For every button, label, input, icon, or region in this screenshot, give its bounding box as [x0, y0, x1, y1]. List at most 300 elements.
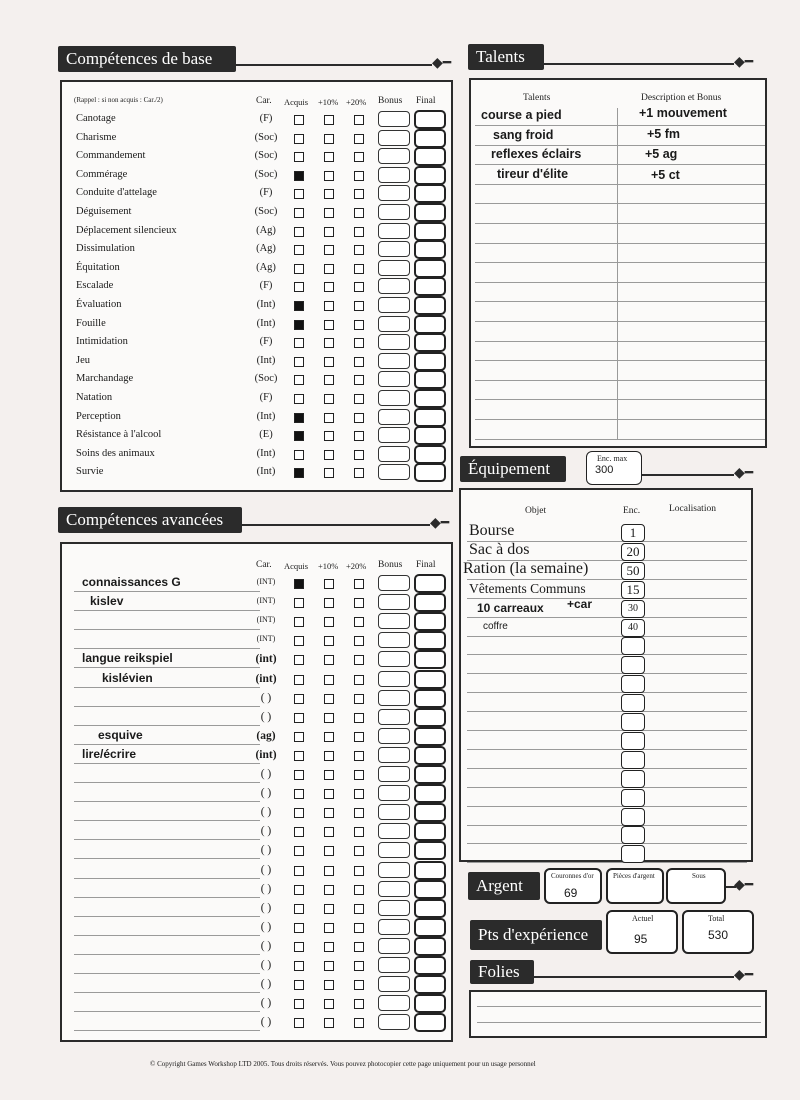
plus10-checkbox[interactable]	[324, 468, 334, 478]
skill-characteristic[interactable]: ( )	[260, 901, 272, 914]
enc-field[interactable]	[621, 675, 645, 693]
plus20-checkbox[interactable]	[354, 171, 364, 181]
final-field[interactable]	[414, 315, 446, 334]
final-field[interactable]	[414, 822, 446, 841]
final-field[interactable]	[414, 689, 446, 708]
advanced-skill-name[interactable]: lire/écrire	[82, 746, 137, 761]
skill-characteristic[interactable]: ( )	[260, 959, 272, 971]
plus10-checkbox[interactable]	[324, 636, 334, 646]
bonus-field[interactable]	[378, 148, 410, 164]
enc-field[interactable]: 30	[621, 600, 645, 618]
plus20-checkbox[interactable]	[354, 827, 364, 837]
equipment-item-name[interactable]: Vêtements Communs	[469, 580, 586, 596]
acquis-checkbox[interactable]	[294, 320, 304, 330]
plus10-checkbox[interactable]	[324, 732, 334, 742]
plus10-checkbox[interactable]	[324, 808, 334, 818]
acquis-checkbox[interactable]	[294, 394, 304, 404]
acquis-checkbox[interactable]	[294, 732, 304, 742]
xp-total-box[interactable]	[682, 910, 754, 954]
bonus-field[interactable]	[378, 241, 410, 257]
plus20-checkbox[interactable]	[354, 227, 364, 237]
plus20-checkbox[interactable]	[354, 208, 364, 218]
acquis-checkbox[interactable]	[294, 675, 304, 685]
plus20-checkbox[interactable]	[354, 394, 364, 404]
bonus-field[interactable]	[378, 446, 410, 462]
acquis-checkbox[interactable]	[294, 866, 304, 876]
skill-characteristic[interactable]: ( )	[260, 997, 272, 1010]
plus20-checkbox[interactable]	[354, 808, 364, 818]
acquis-checkbox[interactable]	[294, 904, 304, 914]
plus10-checkbox[interactable]	[324, 171, 334, 181]
enc-field[interactable]	[621, 826, 645, 844]
bonus-field[interactable]	[378, 728, 410, 744]
final-field[interactable]	[414, 803, 446, 822]
acquis-checkbox[interactable]	[294, 413, 304, 423]
plus10-checkbox[interactable]	[324, 189, 334, 199]
bonus-field[interactable]	[378, 842, 410, 858]
enc-field[interactable]	[621, 845, 645, 863]
plus10-checkbox[interactable]	[324, 579, 334, 589]
bonus-field[interactable]	[378, 390, 410, 406]
equipment-item-name[interactable]: Sac à dos	[469, 540, 530, 558]
bonus-field[interactable]	[378, 260, 410, 276]
final-field[interactable]	[414, 670, 446, 689]
skill-characteristic[interactable]: ( )	[260, 691, 272, 704]
plus20-checkbox[interactable]	[354, 980, 364, 990]
skill-characteristic[interactable]: ( )	[260, 978, 272, 991]
acquis-checkbox[interactable]	[294, 770, 304, 780]
talent-description[interactable]: +5 fm	[647, 126, 681, 141]
acquis-checkbox[interactable]	[294, 579, 304, 589]
acquis-checkbox[interactable]	[294, 301, 304, 311]
plus20-checkbox[interactable]	[354, 789, 364, 799]
enc-field[interactable]	[621, 732, 645, 750]
acquis-checkbox[interactable]	[294, 282, 304, 292]
final-field[interactable]	[414, 129, 446, 148]
acquis-checkbox[interactable]	[294, 338, 304, 348]
bonus-field[interactable]	[378, 671, 410, 687]
acquis-checkbox[interactable]	[294, 152, 304, 162]
equipment-item-extra[interactable]: +car	[567, 596, 593, 611]
talent-name[interactable]: sang froid	[493, 127, 554, 142]
plus10-checkbox[interactable]	[324, 617, 334, 627]
final-field[interactable]	[414, 650, 446, 669]
equip-col-loc: Localisation	[669, 504, 716, 514]
talent-name[interactable]: course a pied	[481, 108, 562, 122]
plus20-checkbox[interactable]	[354, 770, 364, 780]
enc-field[interactable]: 15	[621, 581, 645, 599]
plus10-checkbox[interactable]	[324, 264, 334, 274]
skill-characteristic[interactable]: (int)	[255, 748, 277, 761]
skill-characteristic[interactable]: (INT)	[256, 596, 276, 606]
skill-characteristic[interactable]: ( )	[260, 710, 272, 723]
skill-characteristic[interactable]: (int)	[255, 653, 277, 666]
plus20-checkbox[interactable]	[354, 134, 364, 144]
final-field[interactable]	[414, 784, 446, 803]
bonus-field[interactable]	[378, 316, 410, 332]
plus10-checkbox[interactable]	[324, 375, 334, 385]
plus20-checkbox[interactable]	[354, 675, 364, 685]
enc-max-box[interactable]	[586, 451, 642, 485]
plus20-checkbox[interactable]	[354, 923, 364, 933]
equipment-item-name[interactable]: coffre	[483, 620, 508, 632]
plus10-checkbox[interactable]	[324, 208, 334, 218]
acquis-checkbox[interactable]	[294, 245, 304, 255]
enc-field[interactable]: 1	[621, 524, 645, 542]
plus10-checkbox[interactable]	[324, 655, 334, 665]
plus10-checkbox[interactable]	[324, 942, 334, 952]
enc-field[interactable]	[621, 808, 645, 826]
bonus-field[interactable]	[378, 278, 410, 294]
bonus-field[interactable]	[378, 766, 410, 782]
enc-field[interactable]	[621, 713, 645, 731]
bonus-field[interactable]	[378, 575, 410, 591]
silver-box[interactable]	[606, 868, 664, 904]
acquis-checkbox[interactable]	[294, 115, 304, 125]
table-row	[62, 333, 451, 352]
final-field[interactable]	[414, 240, 446, 259]
bonus-field[interactable]	[378, 613, 410, 629]
skill-characteristic[interactable]: ( )	[260, 825, 272, 838]
skill-characteristic[interactable]: ( )	[260, 1016, 272, 1029]
plus10-checkbox[interactable]	[324, 320, 334, 330]
advanced-skill-name[interactable]: esquive	[98, 727, 143, 742]
final-field[interactable]	[414, 1013, 446, 1032]
bonus-field[interactable]	[378, 632, 410, 648]
madness-panel[interactable]	[469, 990, 767, 1038]
final-field[interactable]	[414, 203, 446, 222]
acquis-checkbox[interactable]	[294, 171, 304, 181]
final-field[interactable]	[414, 166, 446, 185]
acquis-checkbox[interactable]	[294, 923, 304, 933]
equipment-item-name[interactable]: Ration (la semaine)	[463, 559, 589, 577]
plus20-checkbox[interactable]	[354, 751, 364, 761]
plus20-checkbox[interactable]	[354, 245, 364, 255]
acquis-checkbox[interactable]	[294, 134, 304, 144]
plus20-checkbox[interactable]	[354, 152, 364, 162]
bonus-field[interactable]	[378, 353, 410, 369]
bonus-field[interactable]	[378, 223, 410, 239]
plus10-checkbox[interactable]	[324, 751, 334, 761]
talent-description[interactable]: +1 mouvement	[639, 106, 727, 120]
bonus-field[interactable]	[378, 204, 410, 220]
final-field[interactable]	[414, 222, 446, 241]
bonus-field[interactable]	[378, 862, 410, 878]
acquis-checkbox[interactable]	[294, 846, 304, 856]
plus20-checkbox[interactable]	[354, 282, 364, 292]
bonus-field[interactable]	[378, 371, 410, 387]
acquis-checkbox[interactable]	[294, 999, 304, 1009]
table-row	[62, 240, 451, 259]
plus20-checkbox[interactable]	[354, 1018, 364, 1028]
equip-col-objet: Objet	[525, 506, 547, 516]
final-field[interactable]	[414, 426, 446, 445]
final-field[interactable]	[414, 631, 446, 650]
bonus-field[interactable]	[378, 957, 410, 973]
bonus-field[interactable]	[378, 334, 410, 350]
bonus-field[interactable]	[378, 938, 410, 954]
acquis-checkbox[interactable]	[294, 189, 304, 199]
skill-characteristic[interactable]: ( )	[260, 768, 272, 780]
plus20-checkbox[interactable]	[354, 904, 364, 914]
skill-characteristic[interactable]: (INT)	[256, 615, 276, 625]
final-field[interactable]	[414, 918, 446, 937]
skill-characteristic[interactable]: ( )	[260, 939, 272, 952]
bonus-field[interactable]	[378, 823, 410, 839]
final-field[interactable]	[414, 389, 446, 408]
plus20-checkbox[interactable]	[354, 617, 364, 627]
plus10-checkbox[interactable]	[324, 282, 334, 292]
plus10-checkbox[interactable]	[324, 713, 334, 723]
acquis-checkbox[interactable]	[294, 227, 304, 237]
acquis-checkbox[interactable]	[294, 357, 304, 367]
advanced-skill-name[interactable]: kislévien	[102, 670, 153, 685]
sous-box[interactable]	[666, 868, 726, 904]
plus20-checkbox[interactable]	[354, 413, 364, 423]
final-field[interactable]	[414, 296, 446, 315]
plus20-checkbox[interactable]	[354, 694, 364, 704]
plus10-checkbox[interactable]	[324, 694, 334, 704]
row-line	[74, 763, 260, 764]
plus20-checkbox[interactable]	[354, 338, 364, 348]
skill-characteristic[interactable]: ( )	[260, 844, 272, 857]
final-field[interactable]	[414, 352, 446, 371]
final-field[interactable]	[414, 110, 446, 129]
acquis-checkbox[interactable]	[294, 789, 304, 799]
plus20-checkbox[interactable]	[354, 942, 364, 952]
final-field[interactable]	[414, 861, 446, 880]
bonus-field[interactable]	[378, 785, 410, 801]
bonus-field[interactable]	[378, 409, 410, 425]
plus20-checkbox[interactable]	[354, 431, 364, 441]
acquis-checkbox[interactable]	[294, 961, 304, 971]
acquis-checkbox[interactable]	[294, 375, 304, 385]
bonus-field[interactable]	[378, 464, 410, 480]
bonus-field[interactable]	[378, 594, 410, 610]
plus10-checkbox[interactable]	[324, 999, 334, 1009]
skill-characteristic[interactable]: ( )	[260, 863, 272, 876]
plus10-checkbox[interactable]	[324, 846, 334, 856]
plus10-checkbox[interactable]	[324, 675, 334, 685]
skill-characteristic[interactable]: (INT)	[256, 577, 276, 586]
plus10-checkbox[interactable]	[324, 394, 334, 404]
final-field[interactable]	[414, 975, 446, 994]
plus20-checkbox[interactable]	[354, 885, 364, 895]
plus20-checkbox[interactable]	[354, 655, 364, 665]
final-field[interactable]	[414, 463, 446, 482]
enc-field[interactable]: 50	[621, 562, 645, 580]
bonus-field[interactable]	[378, 976, 410, 992]
bonus-field[interactable]	[378, 185, 410, 201]
acquis-checkbox[interactable]	[294, 468, 304, 478]
final-field[interactable]	[414, 147, 446, 166]
enc-field[interactable]	[621, 656, 645, 674]
plus10-checkbox[interactable]	[324, 413, 334, 423]
acquis-checkbox[interactable]	[294, 636, 304, 646]
acquis-checkbox[interactable]	[294, 694, 304, 704]
acquis-checkbox[interactable]	[294, 431, 304, 441]
plus10-checkbox[interactable]	[324, 961, 334, 971]
bonus-field[interactable]	[378, 111, 410, 127]
bonus-field[interactable]	[378, 804, 410, 820]
final-field[interactable]	[414, 880, 446, 899]
acquis-checkbox[interactable]	[294, 617, 304, 627]
equipment-item-name[interactable]: 10 carreaux	[477, 600, 544, 615]
table-row	[62, 803, 451, 822]
talent-name[interactable]: tireur d'élite	[497, 166, 569, 181]
final-field[interactable]	[414, 765, 446, 784]
plus10-checkbox[interactable]	[324, 338, 334, 348]
skill-characteristic[interactable]: ( )	[260, 920, 272, 933]
final-field[interactable]	[414, 333, 446, 352]
plus20-checkbox[interactable]	[354, 301, 364, 311]
final-field[interactable]	[414, 612, 446, 631]
enc-field[interactable]	[621, 789, 645, 807]
final-field[interactable]	[414, 937, 446, 956]
final-field[interactable]	[414, 445, 446, 464]
skill-characteristic: (Soc)	[254, 168, 278, 180]
skill-characteristic[interactable]: ( )	[260, 787, 272, 800]
plus10-checkbox[interactable]	[324, 431, 334, 441]
plus10-checkbox[interactable]	[324, 789, 334, 799]
bonus-field[interactable]	[378, 747, 410, 763]
plus20-checkbox[interactable]	[354, 189, 364, 199]
plus10-checkbox[interactable]	[324, 227, 334, 237]
acquis-checkbox[interactable]	[294, 264, 304, 274]
enc-field[interactable]	[621, 751, 645, 769]
acquis-checkbox[interactable]	[294, 885, 304, 895]
final-field[interactable]	[414, 994, 446, 1013]
acquis-checkbox[interactable]	[294, 598, 304, 608]
skill-characteristic[interactable]: (ag)	[256, 729, 276, 742]
plus10-checkbox[interactable]	[324, 301, 334, 311]
talent-description[interactable]: +5 ag	[645, 147, 678, 162]
enc-field[interactable]: 40	[621, 619, 645, 637]
plus20-checkbox[interactable]	[354, 846, 364, 856]
final-field[interactable]	[414, 899, 446, 918]
plus20-checkbox[interactable]	[354, 264, 364, 274]
plus20-checkbox[interactable]	[354, 866, 364, 876]
final-field[interactable]	[414, 277, 446, 296]
skill-characteristic[interactable]: (int)	[255, 672, 277, 685]
bonus-field[interactable]	[378, 919, 410, 935]
enc-field[interactable]: 20	[621, 543, 645, 561]
acquis-checkbox[interactable]	[294, 942, 304, 952]
plus20-checkbox[interactable]	[354, 732, 364, 742]
plus20-checkbox[interactable]	[354, 375, 364, 385]
acquis-checkbox[interactable]	[294, 208, 304, 218]
plus20-checkbox[interactable]	[354, 999, 364, 1009]
bonus-field[interactable]	[378, 881, 410, 897]
enc-field[interactable]	[621, 637, 645, 655]
plus10-checkbox[interactable]	[324, 827, 334, 837]
advanced-skill-name[interactable]: kislev	[90, 594, 124, 609]
equipment-item-name[interactable]: Bourse	[469, 522, 515, 539]
enc-field[interactable]	[621, 770, 645, 788]
acquis-checkbox[interactable]	[294, 1018, 304, 1028]
plus20-checkbox[interactable]	[354, 961, 364, 971]
plus10-checkbox[interactable]	[324, 245, 334, 255]
skill-characteristic[interactable]: ( )	[260, 882, 272, 895]
table-row	[62, 574, 451, 593]
final-field[interactable]	[414, 370, 446, 389]
table-row	[62, 650, 451, 669]
plus20-checkbox[interactable]	[354, 713, 364, 723]
enc-field[interactable]	[621, 694, 645, 712]
bonus-field[interactable]	[378, 690, 410, 706]
xp-current-box[interactable]	[606, 910, 678, 954]
acquis-checkbox[interactable]	[294, 808, 304, 818]
plus20-checkbox[interactable]	[354, 115, 364, 125]
plus10-checkbox[interactable]	[324, 866, 334, 876]
bonus-field[interactable]	[378, 130, 410, 146]
final-field[interactable]	[414, 956, 446, 975]
final-field[interactable]	[414, 841, 446, 860]
bonus-field[interactable]	[378, 995, 410, 1011]
plus10-checkbox[interactable]	[324, 134, 334, 144]
bonus-field[interactable]	[378, 1014, 410, 1030]
final-field[interactable]	[414, 593, 446, 612]
talent-name[interactable]: reflexes éclairs	[491, 147, 582, 162]
final-field[interactable]	[414, 184, 446, 203]
plus10-checkbox[interactable]	[324, 923, 334, 933]
plus10-checkbox[interactable]	[324, 598, 334, 608]
bonus-field[interactable]	[378, 297, 410, 313]
skill-characteristic[interactable]: ( )	[260, 806, 272, 819]
plus10-checkbox[interactable]	[324, 980, 334, 990]
acquis-checkbox[interactable]	[294, 713, 304, 723]
plus10-checkbox[interactable]	[324, 904, 334, 914]
advanced-skill-name[interactable]: langue reikspiel	[82, 651, 173, 666]
acquis-checkbox[interactable]	[294, 827, 304, 837]
plus10-checkbox[interactable]	[324, 885, 334, 895]
plus20-checkbox[interactable]	[354, 357, 364, 367]
row-line	[74, 1011, 260, 1012]
plus20-checkbox[interactable]	[354, 598, 364, 608]
acquis-checkbox[interactable]	[294, 751, 304, 761]
plus20-checkbox[interactable]	[354, 468, 364, 478]
talent-description[interactable]: +5 ct	[651, 167, 680, 182]
gold-box[interactable]	[544, 868, 602, 904]
bonus-field[interactable]	[378, 651, 410, 667]
bonus-field[interactable]	[378, 709, 410, 725]
plus10-checkbox[interactable]	[324, 115, 334, 125]
final-field[interactable]	[414, 727, 446, 746]
plus10-checkbox[interactable]	[324, 357, 334, 367]
bonus-field[interactable]	[378, 427, 410, 443]
acquis-checkbox[interactable]	[294, 450, 304, 460]
final-field[interactable]	[414, 746, 446, 765]
final-field[interactable]	[414, 708, 446, 727]
final-field[interactable]	[414, 574, 446, 593]
plus10-checkbox[interactable]	[324, 152, 334, 162]
advanced-skill-name[interactable]: connaissances G	[82, 575, 181, 589]
plus20-checkbox[interactable]	[354, 579, 364, 589]
bonus-field[interactable]	[378, 900, 410, 916]
final-field[interactable]	[414, 259, 446, 278]
bonus-field[interactable]	[378, 167, 410, 183]
plus10-checkbox[interactable]	[324, 1018, 334, 1028]
plus20-checkbox[interactable]	[354, 636, 364, 646]
plus10-checkbox[interactable]	[324, 770, 334, 780]
plus10-checkbox[interactable]	[324, 450, 334, 460]
plus20-checkbox[interactable]	[354, 320, 364, 330]
final-field[interactable]	[414, 408, 446, 427]
plus20-checkbox[interactable]	[354, 450, 364, 460]
skill-characteristic[interactable]: (INT)	[256, 634, 276, 644]
acquis-checkbox[interactable]	[294, 655, 304, 665]
acquis-checkbox[interactable]	[294, 980, 304, 990]
